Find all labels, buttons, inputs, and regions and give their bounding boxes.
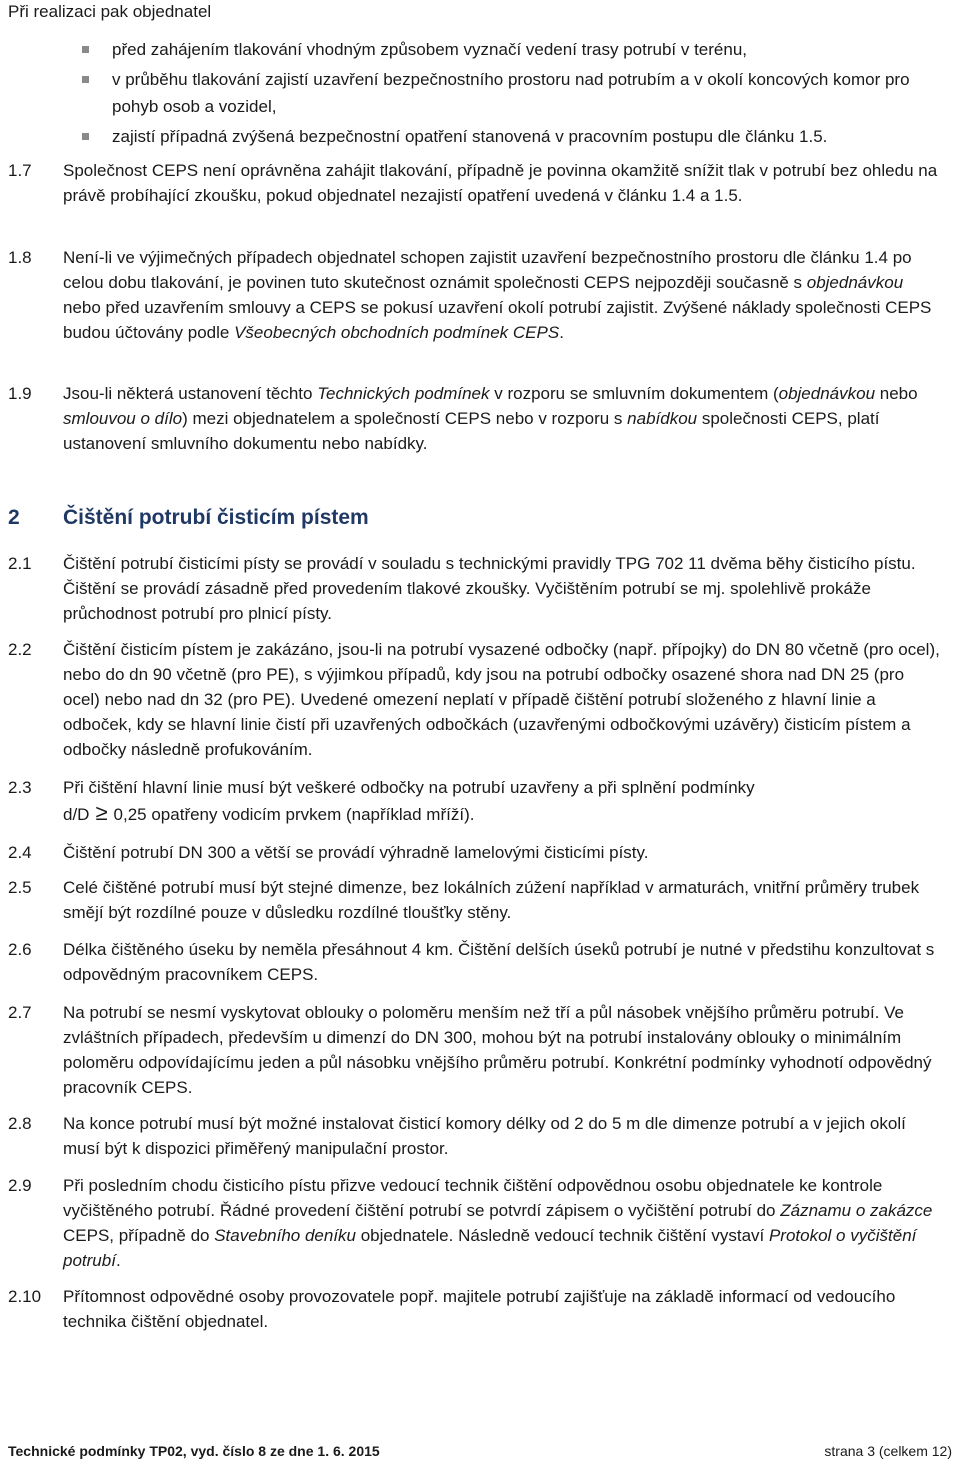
section-text: Celé čištěné potrubí musí být stejné dimenze, bez lokálních zúžení například v armaturách, vnitřní průměry trubek smějí být rozdílné pouze v důsledku rozdílné tloušťky stěny. xyxy=(63,878,920,922)
section-text: Není-li ve výjimečných případech objednatel schopen zajistit uzavření bezpečnostního prostoru dle článku 1.4 po celou dobu tlakování, je povinen tuto skutečnost oznámit společnosti CEPS nejpozději současně s objednávkou nebo před uzavřením smlouvy a CEPS se pokusí uzavření okolí potrubí zajistit. Zvýšené náklady společnosti CEPS budou účtovány podle Všeobecných obchodních podmínek CEPS. xyxy=(63,248,932,342)
section-2-1 xyxy=(8,551,943,626)
heading-number: 2 xyxy=(8,506,20,529)
section-text: Čištění potrubí DN 300 a větší se provádí výhradně lamelovými čisticími písty. xyxy=(63,843,649,862)
section-2-5 xyxy=(8,875,943,925)
section-number: 1.7 xyxy=(8,161,32,180)
section-text: Čištění čisticím pístem je zakázáno, jsou-li na potrubí vysazené odbočky (např. přípojky) do DN 80 včetně (pro ocel), nebo do dn 90 včetně (pro PE), s výjimkou případů, kdy jsou na potrubí odbočky osazené shora nad DN 25 (pro ocel) nebo nad dn 32 (pro PE). Uvedené omezení neplatí v případě čištění potrubí složeného z hlavní linie a odboček, kdy se hlavní linie čistí při uzavřených odbočkách (uzavřenými odbočkovými uzávěry) čisticím pístem a odbočky následně profukováním. xyxy=(63,640,940,759)
section-text: Na konce potrubí musí být možné instalovat čisticí komory délky od 2 do 5 m dle dimenze potrubí a v jejich okolí musí být k dispozici přiměřený manipulační prostor. xyxy=(63,1114,906,1158)
section-text: Délka čištěného úseku by neměla přesáhnout 4 km. Čištění delších úseků potrubí je nutné v předstihu konzultovat s odpovědným pracovníkem CEPS. xyxy=(63,940,935,984)
section-2-3 xyxy=(8,775,943,827)
section-number: 2.10 xyxy=(8,1287,42,1306)
section-text: Jsou-li některá ustanovení těchto Technických podmínek v rozporu se smluvním dokumentem (objednávkou nebo smlouvou o dílo) mezi objednatelem a společností CEPS nebo v rozporu s nabídkou společnosti CEPS, platí ustanovení smluvního dokumentu nebo nabídky. xyxy=(63,384,918,453)
section-number: 2.7 xyxy=(8,1003,32,1022)
footer-page-number: strana 3 (celkem 12) xyxy=(824,1443,952,1459)
section-2-4 xyxy=(8,840,943,865)
bullet-list xyxy=(82,36,942,153)
section-2-8 xyxy=(8,1111,943,1161)
section-number: 2.3 xyxy=(8,778,32,797)
greater-equal-symbol: ≥ xyxy=(95,800,108,825)
section-2-7 xyxy=(8,1000,943,1100)
section-number: 2.6 xyxy=(8,940,32,959)
section-number: 1.9 xyxy=(8,384,32,403)
section-number: 2.9 xyxy=(8,1176,32,1195)
section-2-10 xyxy=(8,1284,943,1334)
section-text: Přítomnost odpovědné osoby provozovatele popř. majitele potrubí zajišťuje na základě informací od vedoucího technika čištění objednatel. xyxy=(63,1287,896,1331)
section-number: 2.5 xyxy=(8,878,32,897)
footer-document-title: Technické podmínky TP02, vyd. číslo 8 ze dne 1. 6. 2015 xyxy=(8,1443,380,1459)
section-2-2 xyxy=(8,637,943,762)
square-bullet-icon xyxy=(82,76,89,83)
intro-text: Při realizaci pak objednatel xyxy=(8,2,212,21)
list-item: v průběhu tlakování zajistí uzavření bezpečnostního prostoru nad potrubím a v okolí koncových komor pro pohyb osob a vozidel, xyxy=(82,66,942,120)
section-number: 2.4 xyxy=(8,843,32,862)
section-text: Při posledním chodu čisticího pístu přizve vedoucí technik čištění odpovědnou osobu objednatele ke kontrole vyčištěného potrubí. Řádné provedení čištění potrubí se potvrdí zápisem o vyčištění potrubí do Záznamu o zakázce CEPS, případně do Stavebního deníku objednatele. Následně vedoucí technik čištění vystaví Protokol o vyčištění potrubí. xyxy=(63,1176,933,1270)
section-text: Při čištění hlavní linie musí být veškeré odbočky na potrubí uzavřeny a při splnění podmínky d/D ≥ 0,25 opatřeny vodicím prvkem (například mříží). xyxy=(63,778,755,825)
section-2-9 xyxy=(8,1173,943,1273)
section-1-9 xyxy=(8,381,943,456)
list-item: před zahájením tlakování vhodným způsobem vyznačí vedení trasy potrubí v terénu, xyxy=(82,36,942,63)
section-number: 2.2 xyxy=(8,640,32,659)
section-number: 1.8 xyxy=(8,248,32,267)
heading-title: Čištění potrubí čisticím pístem xyxy=(63,506,369,529)
section-number: 2.8 xyxy=(8,1114,32,1133)
section-text: Na potrubí se nesmí vyskytovat oblouky o poloměru menším než tří a půl násobek vnějšího průměru potrubí. Ve zvláštních případech, především u dimenzí do DN 300, mohou být na potrubí instalovány oblouky o minimálním poloměru odpovídajícímu jeden a půl násobku vnějšího průměru potrubí. Konkrétní podmínky vyhodnotí odpovědný pracovník CEPS. xyxy=(63,1003,932,1097)
section-text: Společnost CEPS není oprávněna zahájit tlakování, případně je povinna okamžitě snížit tlak v potrubí bez ohledu na právě probíhající zkoušku, pokud objednatel nezajistí opatření uvedená v článku 1.4 a 1.5. xyxy=(63,161,938,205)
section-1-8 xyxy=(8,245,943,345)
section-heading xyxy=(8,503,369,533)
section-text: Čištění potrubí čisticími písty se provádí v souladu s technickými pravidly TPG 702 11 dvěma běhy čisticího pístu. Čištění se provádí zásadně před provedením tlakové zkoušky. Vyčištěním potrubí se mj. spolehlivě prokáže průchodnost potrubí pro plnicí písty. xyxy=(63,554,916,623)
square-bullet-icon xyxy=(82,133,89,140)
list-item: zajistí případná zvýšená bezpečnostní opatření stanovená v pracovním postupu dle článku 1.5. xyxy=(82,123,942,150)
section-number: 2.1 xyxy=(8,554,32,573)
section-2-6 xyxy=(8,937,943,987)
section-1-7 xyxy=(8,158,943,208)
square-bullet-icon xyxy=(82,46,89,53)
